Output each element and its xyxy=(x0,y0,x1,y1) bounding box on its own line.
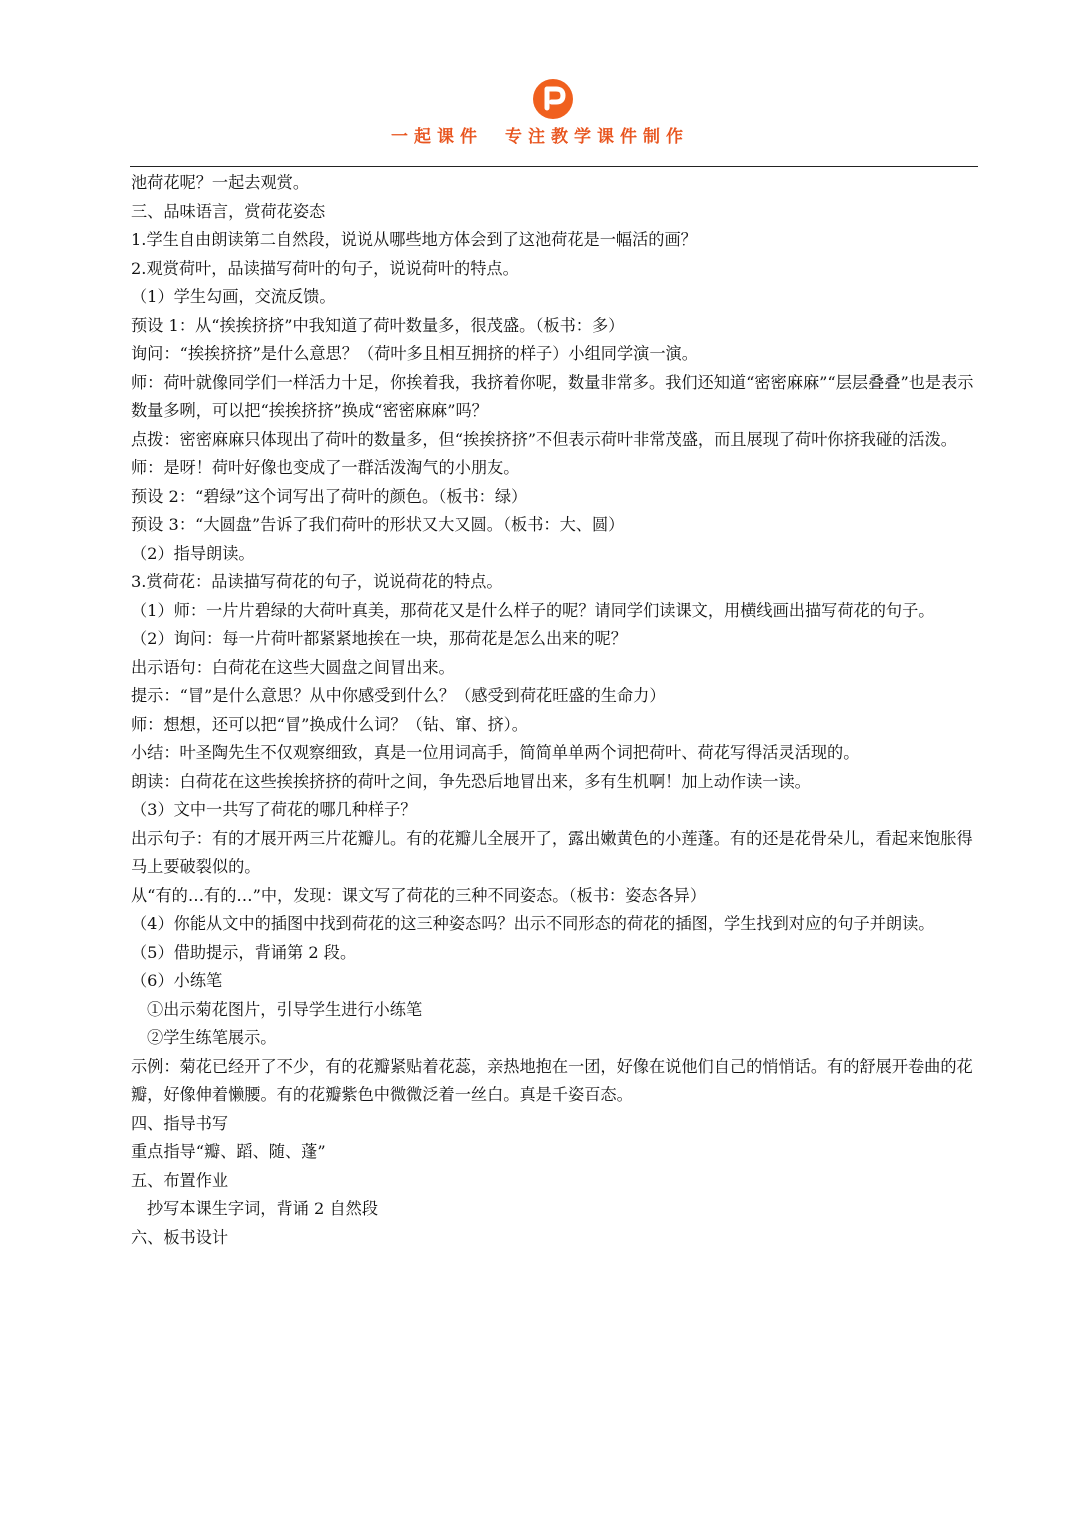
paragraph-line: 从“有的…有的…”中，发现：课文写了荷花的三种不同姿态。（板书：姿态各异） xyxy=(131,885,707,905)
brand-slogan xyxy=(0,122,1080,147)
paragraph-line: 2.观赏荷叶，品读描写荷叶的句子，说说荷叶的特点。 xyxy=(131,258,519,278)
paragraph-line: （6）小练笔 xyxy=(131,971,223,990)
paragraph-line: （3）文中一共写了荷花的哪几种样子？ xyxy=(131,800,417,819)
paragraph-line: 朗读：白荷花在这些挨挨挤挤的荷叶之间，争先恐后地冒出来，多有生机啊！加上动作读一读。 xyxy=(131,771,811,791)
paragraph-line: （5）借助提示，背诵第 2 段。 xyxy=(131,942,357,962)
paragraph-line: 出示句子：有的才展开两三片花瓣儿。有的花瓣儿全展开了，露出嫩黄色的小莲蓬。有的还是花骨朵儿，看起来饱胀得马上要破裂似的。 xyxy=(131,828,973,876)
paragraph-line: 3.赏荷花：品读描写荷花的句子，说说荷花的特点。 xyxy=(131,572,503,591)
paragraph-line: 预设 3：“大圆盘”告诉了我们荷叶的形状又大又圆。（板书：大、圆） xyxy=(131,515,625,534)
paragraph-line: （2）询问：每一片荷叶都紧紧地挨在一块，那荷花是怎么出来的呢？ xyxy=(131,629,627,648)
paragraph-line: 池荷花呢？一起去观赏。 xyxy=(131,173,310,192)
paragraph-line: 六、板书设计 xyxy=(131,1227,229,1247)
paragraph-line: 预设 2：“碧绿”这个词写出了荷叶的颜色。（板书：绿） xyxy=(131,486,528,506)
paragraph-line: （2）指导朗读。 xyxy=(131,543,255,563)
paragraph-line: ①出示菊花图片，引导学生进行小练笔 xyxy=(147,999,423,1019)
paragraph-line: 示例：菊花已经开了不少，有的花瓣紧贴着花蕊，亲热地抱在一团，好像在说他们自己的悄悄话。有的舒展开卷曲的花瓣，好像伸着懒腰。有的花瓣紫色中微微泛着一丝白。真是千姿百态。 xyxy=(131,1056,973,1104)
paragraph-line: ②学生练笔展示。 xyxy=(147,1028,277,1047)
brand-tagline: 专注教学课件制作 xyxy=(505,127,689,147)
brand-name: 一起课件 xyxy=(391,127,483,147)
paragraph-line: 四、指导书写 xyxy=(131,1113,229,1133)
paragraph-line: 提示：“冒”是什么意思？从中你感受到什么？（感受到荷花旺盛的生命力） xyxy=(131,686,666,705)
document-body xyxy=(131,169,979,1252)
paragraph-line: 1.学生自由朗读第二自然段，说说从哪些地方体会到了这池荷花是一幅活的画？ xyxy=(131,230,697,249)
paragraph-line: 出示语句：白荷花在这些大圆盘之间冒出来。 xyxy=(131,657,455,677)
paragraph-line: 三、品味语言，赏荷花姿态 xyxy=(131,201,326,221)
paragraph-line: 询问：“挨挨挤挤”是什么意思？（荷叶多且相互拥挤的样子）小组同学演一演。 xyxy=(131,344,698,363)
paragraph-line: 重点指导“瓣、蹈、随、蓬” xyxy=(131,1142,326,1161)
header-divider xyxy=(130,166,978,167)
paragraph-line: （1）学生勾画，交流反馈。 xyxy=(131,287,336,306)
paragraph-line: 师：荷叶就像同学们一样活力十足，你挨着我，我挤着你呢，数量非常多。我们还知道“密密麻麻”“层层叠叠”也是表示数量多咧，可以把“挨挨挤挤”换成“密密麻麻”吗？ xyxy=(131,372,974,420)
paragraph-line: 抄写本课生字词，背诵 2 自然段 xyxy=(147,1199,379,1218)
paragraph-line: 预设 1：从“挨挨挤挤”中我知道了荷叶数量多，很茂盛。（板书：多） xyxy=(131,315,625,335)
paragraph-line: 师：是呀！荷叶好像也变成了一群活泼淘气的小朋友。 xyxy=(131,458,520,477)
paragraph-line: （1）师：一片片碧绿的大荷叶真美，那荷花又是什么样子的呢？请同学们读课文，用横线画出描写荷花的句子。 xyxy=(131,600,935,620)
paragraph-line: （4）你能从文中的插图中找到荷花的这三种姿态吗？出示不同形态的荷花的插图，学生找到对应的句子并朗读。 xyxy=(131,914,935,933)
logo-icon xyxy=(532,78,574,120)
paragraph-line: 点拨：密密麻麻只体现出了荷叶的数量多，但“挨挨挤挤”不但表示荷叶非常茂盛，而且展现了荷叶你挤我碰的活泼。 xyxy=(131,429,957,449)
paragraph-line: 师：想想，还可以把“冒”换成什么词？（钻、窜、挤）。 xyxy=(131,714,528,734)
page-header xyxy=(0,78,1080,168)
paragraph-line: 小结：叶圣陶先生不仅观察细致，真是一位用词高手，简简单单两个词把荷叶、荷花写得活灵活现的。 xyxy=(131,743,860,762)
paragraph-line: 五、布置作业 xyxy=(131,1170,229,1190)
